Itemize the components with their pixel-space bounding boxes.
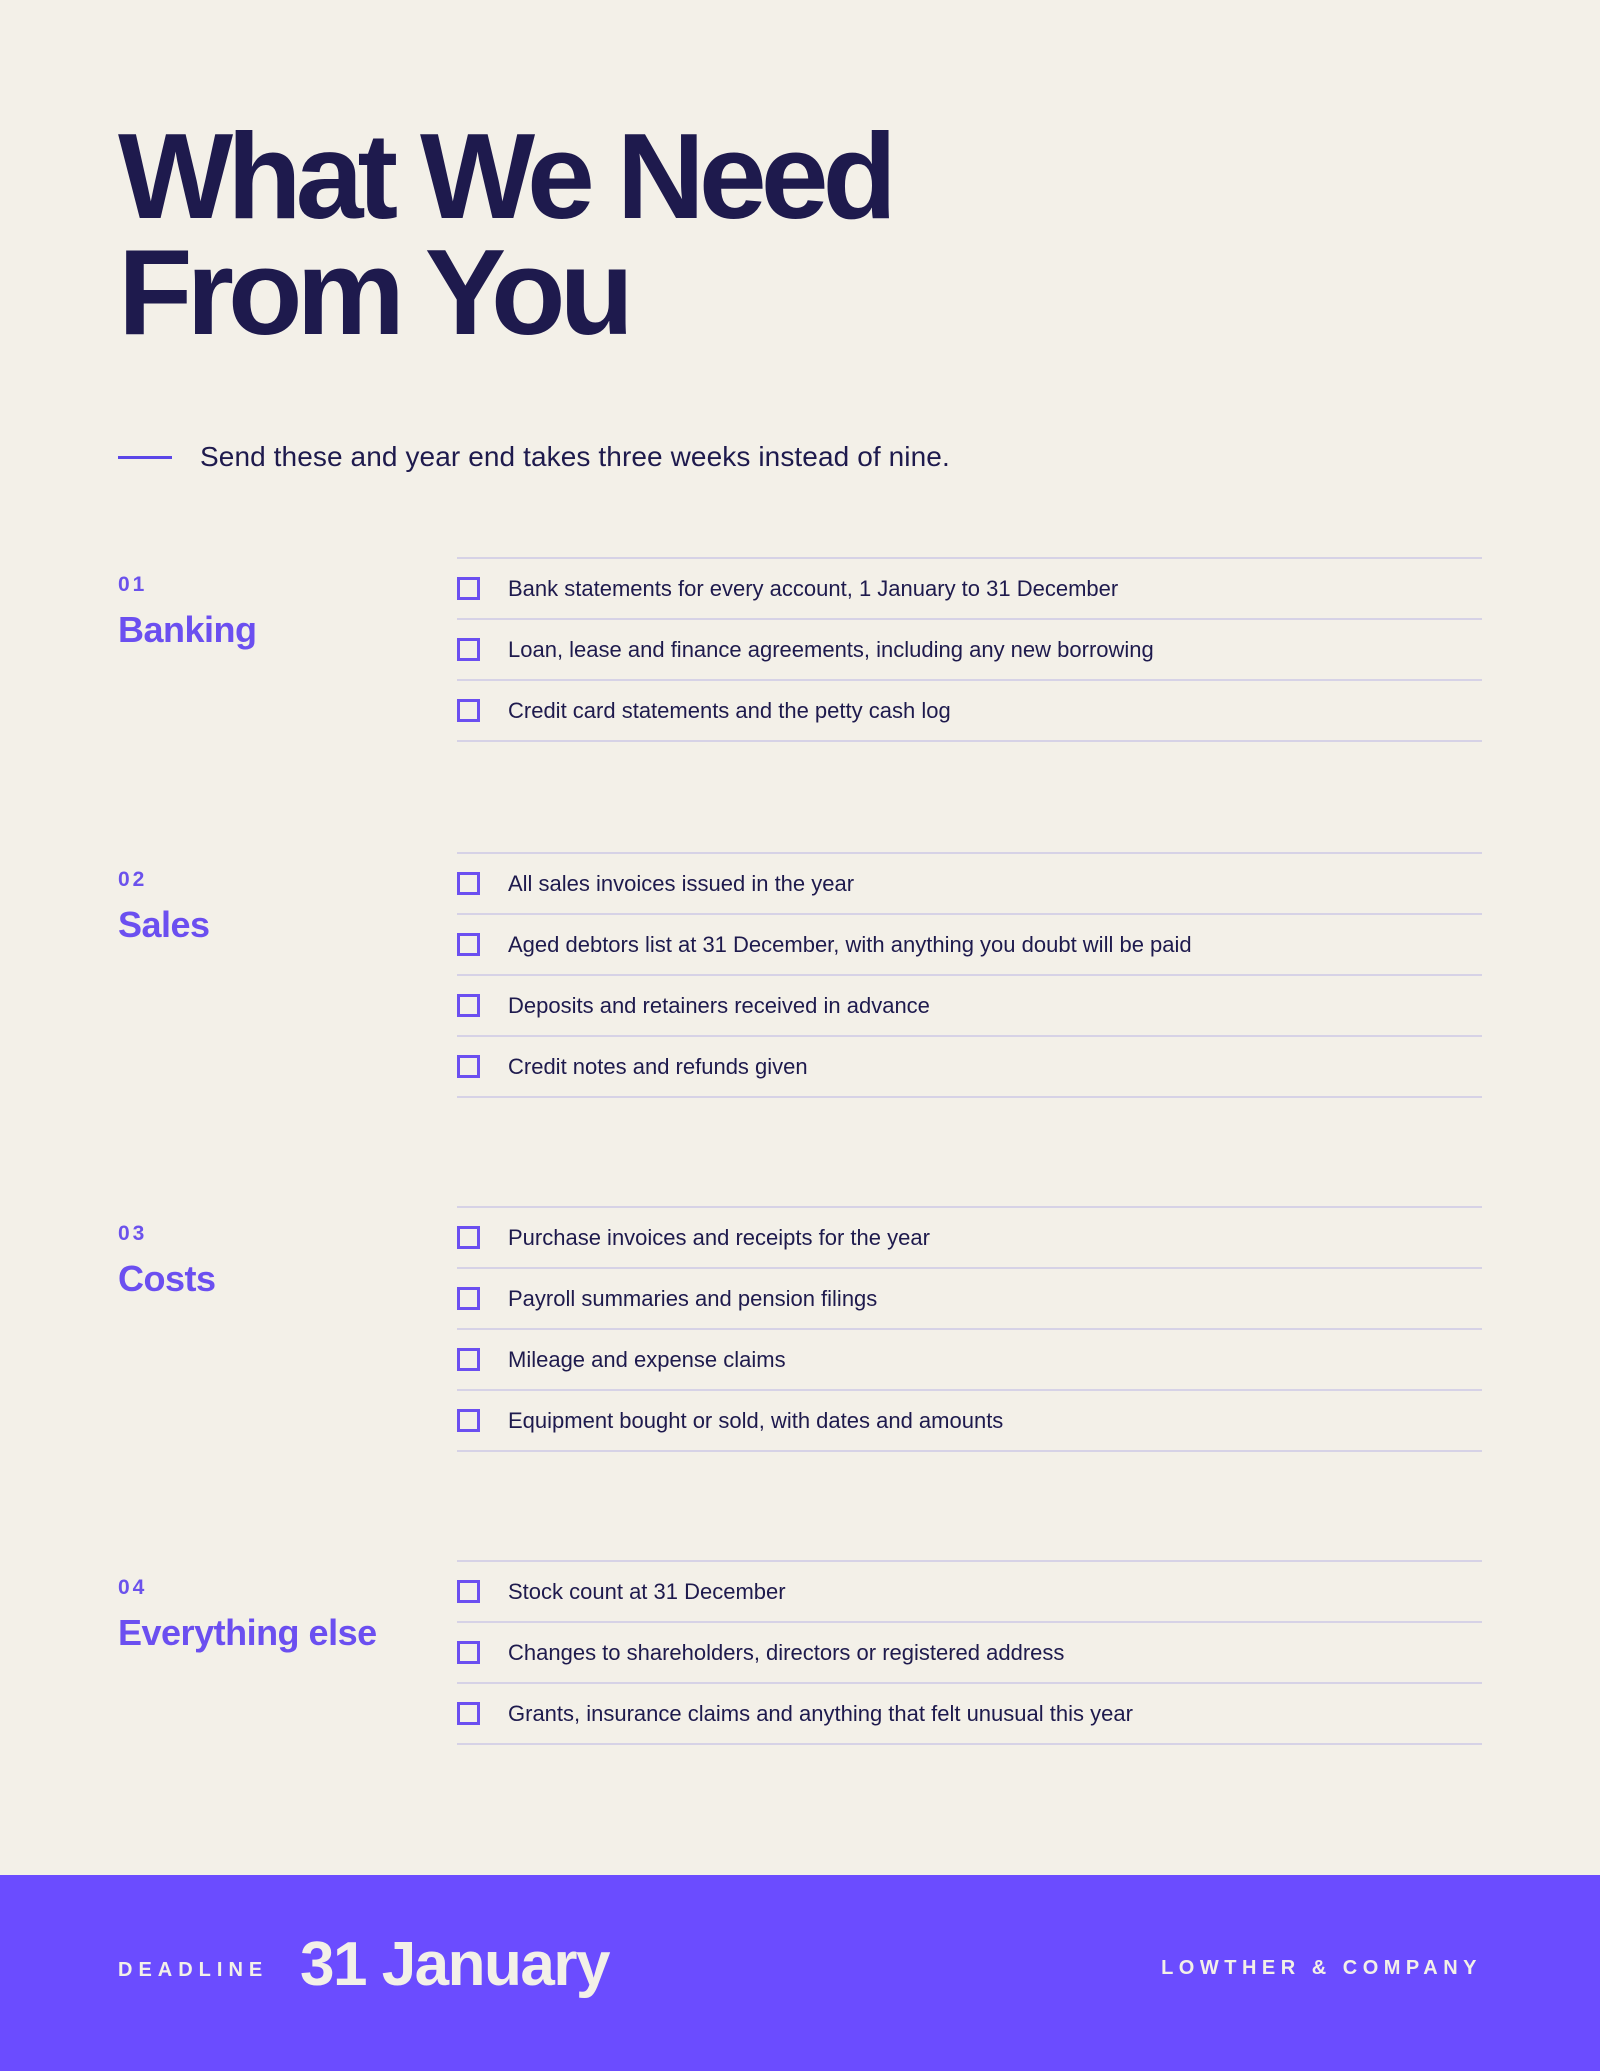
checklist-item-label: Grants, insurance claims and anything that felt unusual this year bbox=[508, 1700, 1133, 1726]
section-number: 02 bbox=[118, 868, 148, 891]
checklist bbox=[457, 557, 1482, 742]
page-title bbox=[118, 108, 892, 360]
checklist bbox=[457, 1206, 1482, 1452]
checklist-item bbox=[457, 854, 1482, 915]
section-title: Banking bbox=[118, 609, 257, 650]
checklist-item bbox=[457, 1391, 1482, 1452]
checklist bbox=[457, 852, 1482, 1098]
checklist-item-label: Stock count at 31 December bbox=[508, 1578, 786, 1604]
checklist-item-label: Payroll summaries and pension filings bbox=[508, 1285, 878, 1311]
checklist-item-label: Purchase invoices and receipts for the year bbox=[508, 1224, 930, 1250]
checkbox[interactable] bbox=[457, 1055, 480, 1078]
checkbox[interactable] bbox=[457, 994, 480, 1017]
checklist-item bbox=[457, 559, 1482, 620]
checklist-item bbox=[457, 1330, 1482, 1391]
checklist-item-label: Equipment bought or sold, with dates and amounts bbox=[508, 1407, 1004, 1433]
checkbox[interactable] bbox=[457, 577, 480, 600]
section-number: 04 bbox=[118, 1576, 148, 1599]
checklist-item-label: Credit notes and refunds given bbox=[508, 1053, 808, 1079]
checkbox[interactable] bbox=[457, 933, 480, 956]
deadline-label: DEADLINE bbox=[118, 1959, 269, 1981]
company-name: LOWTHER & COMPANY bbox=[1161, 1957, 1482, 1979]
footer-bar bbox=[0, 1875, 1600, 2071]
deadline-date: 31 January bbox=[300, 1930, 609, 1999]
checkbox[interactable] bbox=[457, 1641, 480, 1664]
intro-rule bbox=[118, 456, 172, 459]
checklist-item bbox=[457, 1037, 1482, 1098]
checklist-item-label: All sales invoices issued in the year bbox=[508, 870, 855, 896]
checkbox[interactable] bbox=[457, 1348, 480, 1371]
checklist-item bbox=[457, 1269, 1482, 1330]
checklist-item bbox=[457, 976, 1482, 1037]
checkbox[interactable] bbox=[457, 1287, 480, 1310]
section-number: 01 bbox=[118, 573, 148, 596]
intro bbox=[118, 440, 950, 474]
page-title-line-2: From You bbox=[118, 224, 629, 360]
checkbox[interactable] bbox=[457, 872, 480, 895]
section-title: Sales bbox=[118, 904, 210, 945]
section-title: Everything else bbox=[118, 1612, 377, 1653]
checkbox[interactable] bbox=[457, 1702, 480, 1725]
checkbox[interactable] bbox=[457, 1580, 480, 1603]
checklist-item-label: Mileage and expense claims bbox=[508, 1346, 786, 1372]
checklist-item bbox=[457, 1623, 1482, 1684]
checklist-item-label: Deposits and retainers received in advance bbox=[508, 992, 930, 1018]
checklist-item-label: Changes to shareholders, directors or registered address bbox=[508, 1639, 1065, 1665]
checklist-item bbox=[457, 915, 1482, 976]
checklist-item-label: Bank statements for every account, 1 January to 31 December bbox=[508, 575, 1119, 601]
checkbox[interactable] bbox=[457, 1409, 480, 1432]
checklist-item-label: Loan, lease and finance agreements, including any new borrowing bbox=[508, 636, 1154, 662]
checklist-item bbox=[457, 1684, 1482, 1745]
checkbox[interactable] bbox=[457, 1226, 480, 1249]
checklist-item-label: Aged debtors list at 31 December, with anything you doubt will be paid bbox=[508, 931, 1192, 957]
section-title: Costs bbox=[118, 1258, 216, 1299]
checklist bbox=[457, 1560, 1482, 1745]
checkbox[interactable] bbox=[457, 638, 480, 661]
checklist-item-label: Credit card statements and the petty cash log bbox=[508, 697, 951, 723]
page-title-line-1: What We Need bbox=[118, 108, 892, 244]
section-number: 03 bbox=[118, 1222, 148, 1245]
checklist-item bbox=[457, 681, 1482, 742]
checkbox[interactable] bbox=[457, 699, 480, 722]
checklist-item bbox=[457, 1562, 1482, 1623]
checklist-item bbox=[457, 620, 1482, 681]
intro-text: Send these and year end takes three weeks instead of nine. bbox=[200, 441, 950, 472]
checklist-item bbox=[457, 1208, 1482, 1269]
